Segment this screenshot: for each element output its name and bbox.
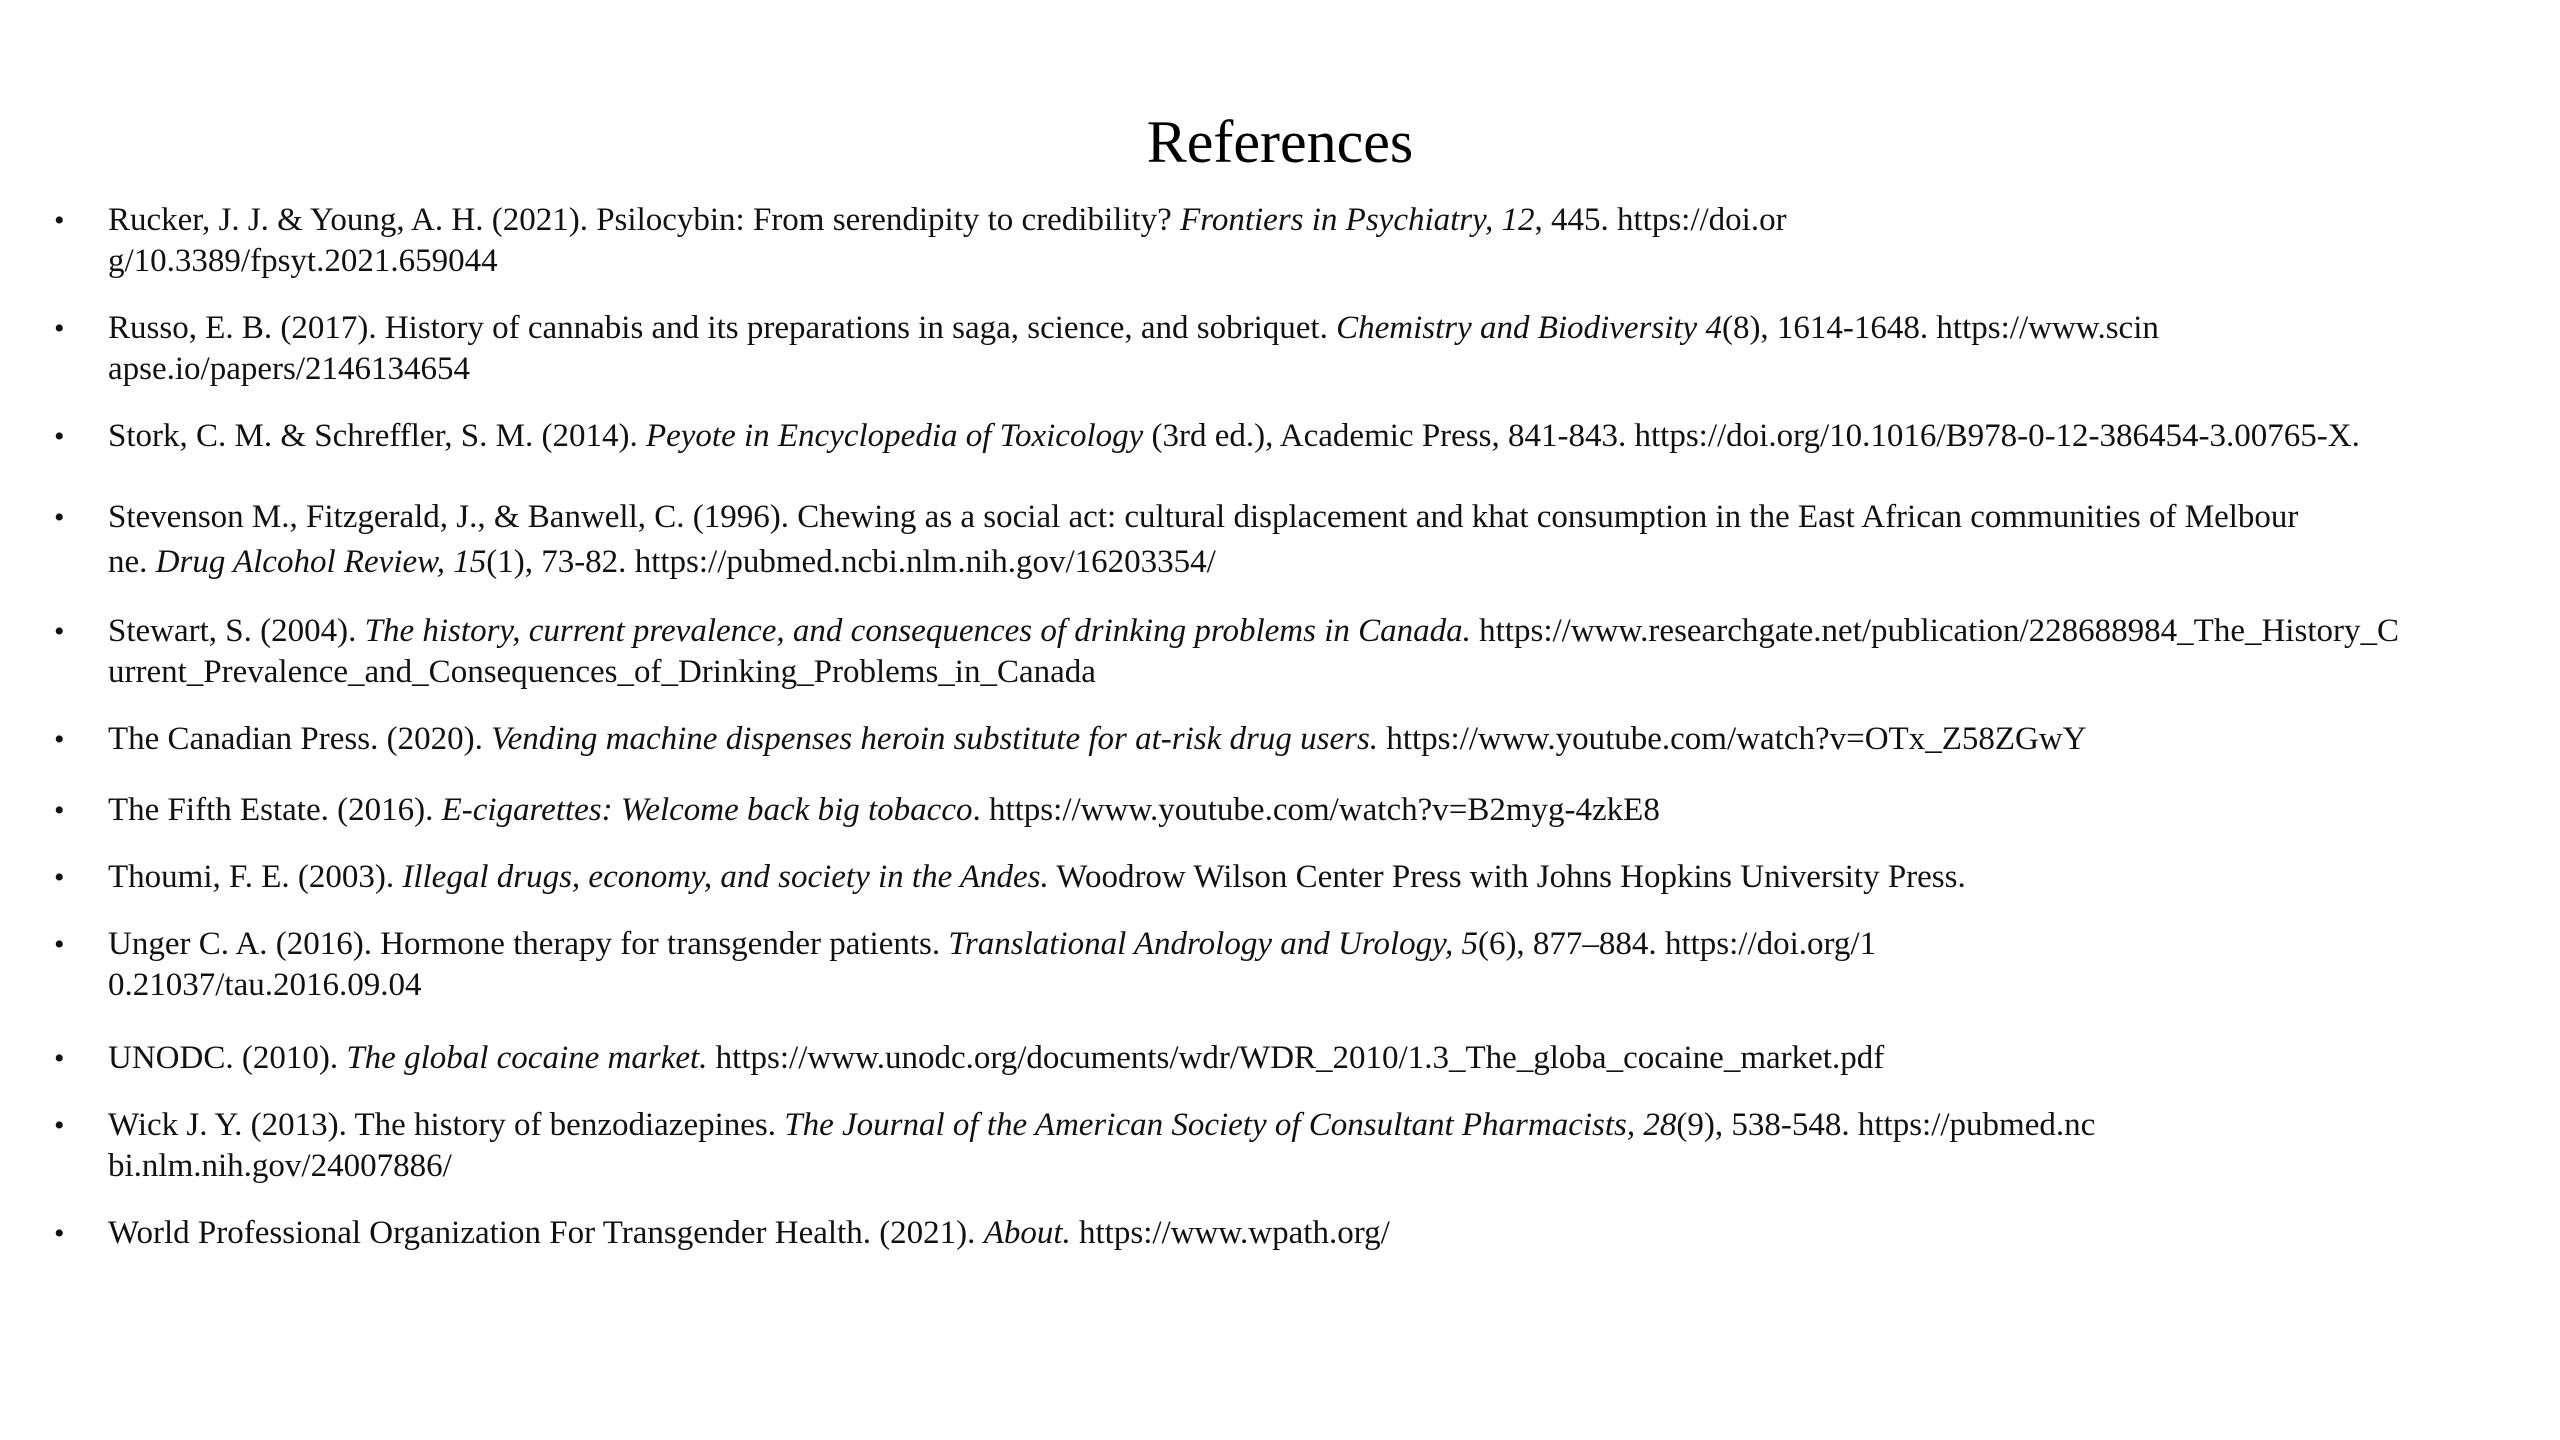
reference-link[interactable]: https://doi.org/10.21037/tau.2016.09.04 — [108, 926, 1877, 1003]
reference-item — [54, 1213, 2414, 1254]
reference-text: UNODC. (2010). — [108, 1040, 347, 1076]
page-title: References — [1146, 109, 1414, 175]
reference-details: (6), 877–884. — [1477, 926, 1657, 962]
reference-link[interactable]: https://www.youtube.com/watch?v=OTx_Z58ZGwY — [1386, 721, 2087, 757]
reference-source: Translational Andrology and Urology, 5 — [948, 926, 1478, 962]
reference-link[interactable]: https://www.unodc.org/documents/wdr/WDR_2010/1.3_The_globa_cocaine_market.pdf — [715, 1040, 1885, 1076]
reference-item — [54, 416, 2414, 457]
reference-text: Unger C. A. (2016). Hormone therapy for transgender patients. — [108, 926, 949, 962]
reference-source: Illegal drugs, economy, and society in the Andes. — [402, 859, 1049, 895]
reference-text: The Canadian Press. (2020). — [108, 721, 492, 757]
reference-text: Thoumi, F. E. (2003). — [108, 859, 403, 895]
reference-link[interactable]: https://www.youtube.com/watch?v=B2myg-4zkE8 — [988, 792, 1660, 828]
reference-source: The history, current prevalence, and consequences of drinking problems in Canada. — [364, 613, 1471, 649]
reference-source: Drug Alcohol Review, 15 — [155, 544, 487, 580]
reference-link[interactable]: https://www.scinapse.io/papers/2146134654 — [108, 310, 2159, 387]
reference-text: Stevenson M., Fitzgerald, J., & Banwell, C. (1996). Chewing as a social act: cultural displacement and khat consumption in the East African communities of Melbourne. — [108, 499, 2299, 580]
reference-link[interactable]: https://doi.org/10.3389/fpsyt.2021.659044 — [108, 202, 1787, 279]
reference-details: (8), 1614-1648. — [1721, 310, 1929, 346]
bullet-icon: • — [54, 615, 65, 648]
reference-text: Russo, E. B. (2017). History of cannabis and its preparations in saga, science, and sobriquet. — [108, 310, 1337, 346]
reference-item — [54, 308, 2168, 390]
reference-item — [54, 1105, 2108, 1187]
reference-text: The Fifth Estate. (2016). — [108, 792, 442, 828]
reference-details: (9), 538-548. — [1676, 1107, 1850, 1143]
bullet-icon: • — [54, 723, 65, 756]
reference-item — [54, 611, 2414, 693]
reference-text: Rucker, J. J. & Young, A. H. (2021). Psilocybin: From serendipity to credibility? — [108, 202, 1181, 238]
reference-source: The Journal of the American Society of Consultant Pharmacists, 28 — [784, 1107, 1677, 1143]
reference-source: The global cocaine market. — [346, 1040, 708, 1076]
reference-link[interactable]: https://pubmed.ncbi.nlm.nih.gov/16203354/ — [634, 544, 1216, 580]
reference-details: (3rd ed.), Academic Press, 841-843. — [1143, 418, 1627, 454]
reference-list — [54, 200, 2414, 1280]
reference-details: , 445. — [1534, 202, 1609, 238]
reference-details: (1), 73-82. — [486, 544, 627, 580]
reference-text: Stork, C. M. & Schreffler, S. M. (2014). — [108, 418, 646, 454]
reference-source: E-cigarettes: Welcome back big tobacco — [441, 792, 973, 828]
reference-source: Vending machine dispenses heroin substitute for at-risk drug users. — [491, 721, 1379, 757]
reference-details: . — [972, 792, 989, 828]
bullet-icon: • — [54, 1109, 65, 1142]
reference-source: Frontiers in Psychiatry, 12 — [1180, 202, 1535, 238]
bullet-icon: • — [54, 420, 65, 453]
reference-item — [54, 857, 2414, 898]
reference-text: Stewart, S. (2004). — [108, 613, 365, 649]
reference-item — [54, 790, 2414, 831]
reference-link[interactable]: https://pubmed.ncbi.nlm.nih.gov/24007886/ — [108, 1107, 2096, 1184]
reference-item — [54, 1038, 2414, 1079]
reference-item — [54, 495, 2308, 585]
reference-item — [54, 924, 1888, 1006]
reference-source: Chemistry and Biodiversity 4 — [1336, 310, 1722, 346]
bullet-icon: • — [54, 794, 65, 827]
reference-source: Peyote in Encyclopedia of Toxicology — [645, 418, 1144, 454]
bullet-icon: • — [54, 861, 65, 894]
reference-link[interactable]: https://doi.org/10.1016/B978-0-12-386454-3.00765-X. — [1634, 418, 2360, 454]
reference-text: Wick J. Y. (2013). The history of benzodiazepines. — [108, 1107, 785, 1143]
bullet-icon: • — [54, 312, 65, 345]
reference-item — [54, 200, 1808, 282]
bullet-icon: • — [54, 204, 65, 237]
bullet-icon: • — [54, 1217, 65, 1250]
bullet-icon: • — [54, 1042, 65, 1075]
reference-source: About. — [983, 1215, 1071, 1251]
reference-link[interactable]: https://www.wpath.org/ — [1079, 1215, 1390, 1251]
reference-link[interactable]: https://www.researchgate.net/publication/228688984_The_History_Current_Prevalence_and_Consequences_of_Drinking_Problems_in_Canada — [108, 613, 2399, 690]
reference-details: Woodrow Wilson Center Press with Johns Hopkins University Press. — [1048, 859, 1966, 895]
reference-text: World Professional Organization For Transgender Health. (2021). — [108, 1215, 984, 1251]
bullet-icon: • — [54, 501, 65, 534]
reference-item — [54, 719, 2414, 760]
bullet-icon: • — [54, 928, 65, 961]
